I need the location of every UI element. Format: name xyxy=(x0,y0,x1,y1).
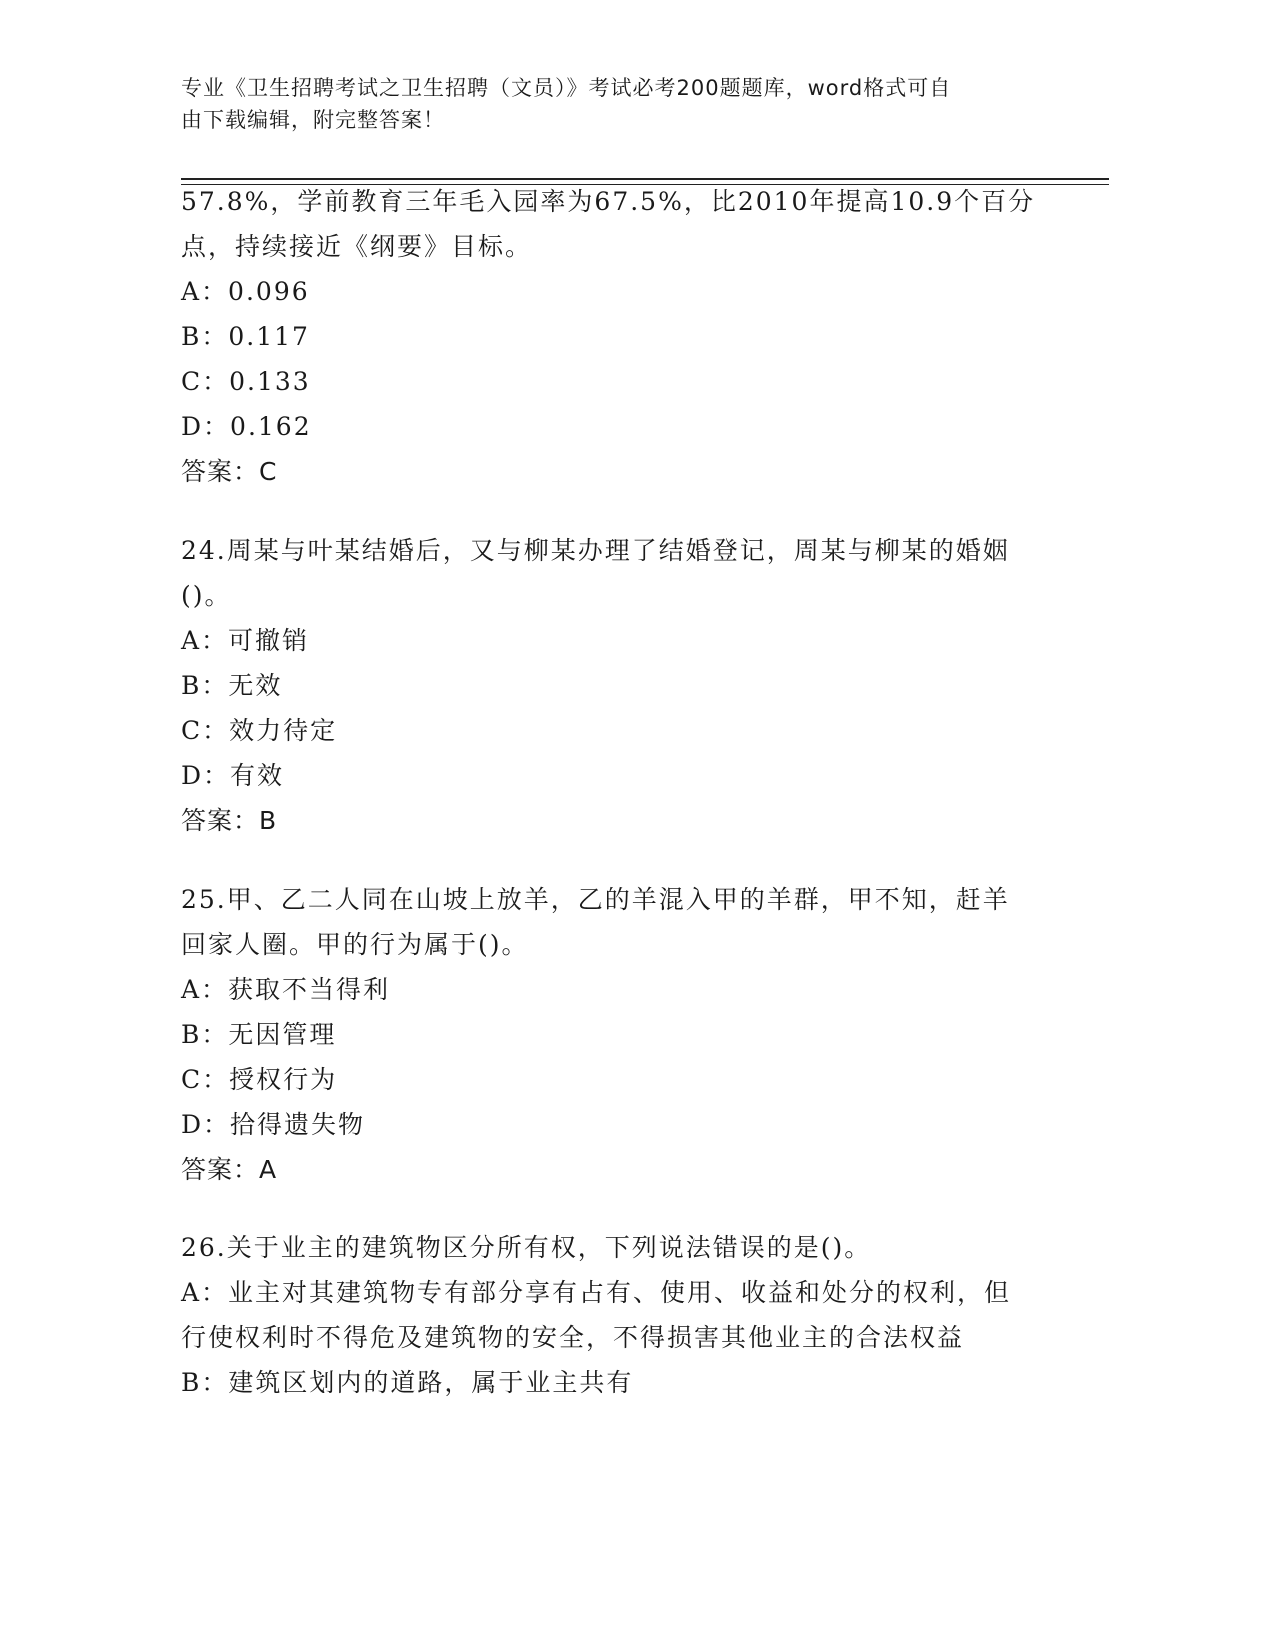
option-b: B：建筑区划内的道路，属于业主共有 xyxy=(181,1368,634,1397)
answer-line: 答案：B xyxy=(181,806,278,835)
question-26 xyxy=(181,1225,1061,1405)
question-25 xyxy=(181,877,1061,1192)
question-text-line: 回家人圈。甲的行为属于()。 xyxy=(181,930,529,959)
header-line-1: 专业《卫生招聘考试之卫生招聘（文员）》考试必考200题题库，word格式可自 xyxy=(181,76,952,100)
answer-line: 答案：C xyxy=(181,457,278,486)
option-d: D：0.162 xyxy=(181,412,312,441)
option-b: B：无因管理 xyxy=(181,1020,337,1049)
question-fragment xyxy=(181,179,1061,494)
option-b: B：0.117 xyxy=(181,322,310,351)
option-b: B：无效 xyxy=(181,671,283,700)
question-text-line: 25.甲、乙二人同在山坡上放羊，乙的羊混入甲的羊群，甲不知，赶羊 xyxy=(181,885,1010,914)
option-c: C：授权行为 xyxy=(181,1065,338,1094)
question-text-line: 24.周某与叶某结婚后，又与柳某办理了结婚登记，周某与柳某的婚姻 xyxy=(181,536,1010,565)
question-text-line: 57.8%，学前教育三年毛入园率为67.5%，比2010年提高10.9个百分 xyxy=(181,187,1036,216)
option-c: C：效力待定 xyxy=(181,716,338,745)
option-a: A：可撤销 xyxy=(181,626,310,655)
document-header xyxy=(181,72,1061,136)
header-line-2: 由下载编辑，附完整答案！ xyxy=(181,108,445,132)
option-d: D：拾得遗失物 xyxy=(181,1110,366,1139)
option-a-continued: 行使权利时不得危及建筑物的安全，不得损害其他业主的合法权益 xyxy=(181,1323,965,1352)
option-d: D：有效 xyxy=(181,761,285,790)
option-a: A：0.096 xyxy=(181,277,310,306)
question-24 xyxy=(181,528,1061,843)
answer-line: 答案：A xyxy=(181,1155,278,1184)
option-a: A：获取不当得利 xyxy=(181,975,391,1004)
question-text-line: ()。 xyxy=(181,581,232,610)
question-text-line: 26.关于业主的建筑物区分所有权，下列说法错误的是()。 xyxy=(181,1233,872,1262)
option-c: C：0.133 xyxy=(181,367,311,396)
option-a: A：业主对其建筑物专有部分享有占有、使用、收益和处分的权利，但 xyxy=(181,1278,1012,1307)
question-text-line: 点，持续接近《纲要》目标。 xyxy=(181,232,533,261)
